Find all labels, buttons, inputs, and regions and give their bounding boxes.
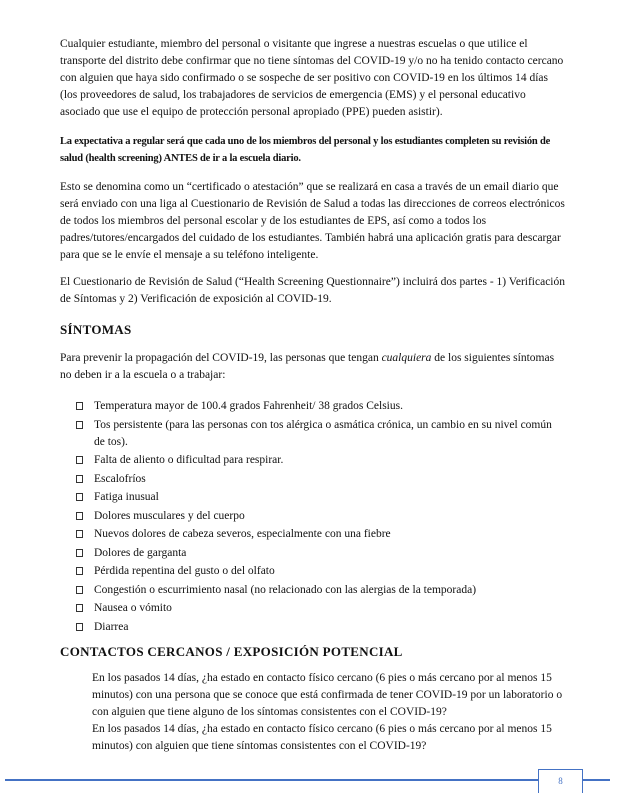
list-item xyxy=(60,526,565,543)
symptoms-intro-emphasis: cualquiera xyxy=(381,352,432,364)
symptoms-list xyxy=(60,398,565,636)
list-item xyxy=(60,600,565,617)
checkbox-square-icon xyxy=(76,623,83,631)
contacts-heading: CONTACTOS CERCANOS / EXPOSICIÓN POTENCIAL xyxy=(60,643,403,659)
paragraph-questionnaire-parts: El Cuestionario de Revisión de Salud (“Health Screening Questionnaire”) incluirá dos partes - 1) Verificación de Síntomas y 2) Verificación de exposición al COVID-19. xyxy=(60,276,565,305)
symptom-text: Nausea o vómito xyxy=(94,602,172,614)
list-item xyxy=(60,508,565,525)
checkbox-square-icon xyxy=(76,604,83,612)
symptoms-intro-end: de los siguientes síntomas no deben ir a la escuela o a trabajar: xyxy=(60,352,555,381)
checkbox-square-icon xyxy=(76,402,83,410)
symptom-text: Temperatura mayor de 100.4 grados Fahrenheit/ 38 grados Celsius. xyxy=(94,400,403,412)
contact-question-2: En los pasados 14 días, ¿ha estado en contacto físico cercano (6 pies o más cercano por al menos 15 minutos) con alguien que tiene síntomas consistentes con el COVID-19? xyxy=(92,722,552,752)
list-item xyxy=(60,545,565,562)
list-item xyxy=(60,489,565,506)
list-item xyxy=(60,471,565,488)
checkbox-square-icon xyxy=(76,586,83,594)
symptom-text: Fatiga inusual xyxy=(94,491,159,503)
checkbox-square-icon xyxy=(76,421,83,429)
symptoms-intro-start: Para prevenir la propagación del COVID-19, las personas que tengan xyxy=(60,352,382,364)
paragraph-screening-requirement: Cualquier estudiante, miembro del personal o visitante que ingrese a nuestras escuelas o que utilice el transporte del distrito debe confirmar que no tiene síntomas del COVID-19 y/o no ha tenido contacto cercano con alguien que haya sido confirmado o se sospeche de ser positivo con COVID-19 en los últimos 14 días (los proveedores de salud, los trabajadores de servicios de emergencia (EMS) y el personal educativo asociado que use el equipo de protección personal apropiado (PPE) pueden asistir). xyxy=(60,38,564,118)
symptoms-heading: SÍNTOMAS xyxy=(60,322,132,337)
symptom-text: Falta de aliento o dificultad para respirar. xyxy=(94,454,284,466)
symptom-text: Nuevos dolores de cabeza severos, especialmente con una fiebre xyxy=(94,528,391,540)
checkbox-square-icon xyxy=(76,530,83,538)
page-content xyxy=(60,36,565,755)
paragraph-attestation: Esto se denomina como un “certificado o atestación” que se realizará en casa a través de un email diario que será enviado con una liga al Cuestionario de Revisión de Salud a todas las direcciones de correos electrónicos de todos los miembros del personal escolar y de los estudiantes de EPS, así como a todos los padres/tutores/encargados del cuidado de los estudiantes. También habrá una aplicación gratis para descargar para que se le envíe el mensaje a su teléfono inteligente. xyxy=(60,181,565,261)
symptom-text: Pérdida repentina del gusto o del olfato xyxy=(94,565,275,577)
symptom-text: Diarrea xyxy=(94,620,129,633)
list-item xyxy=(60,417,565,451)
paragraph-daily-expectation: La expectativa a regular será que cada uno de los miembros del personal y los estudiantes completen su revisión de salud (health screening) ANTES de ir a la escuela diario. xyxy=(60,136,551,164)
checkbox-square-icon xyxy=(76,549,83,557)
list-item xyxy=(60,582,565,599)
symptom-text: Escalofríos xyxy=(94,472,146,485)
symptoms-intro xyxy=(60,350,565,384)
page-number-tab xyxy=(538,769,583,793)
list-item xyxy=(60,563,565,580)
symptom-text: Dolores musculares y del cuerpo xyxy=(94,509,245,522)
checkbox-square-icon xyxy=(76,475,83,483)
symptom-text: Tos persistente (para las personas con tos alérgica o asmática crónica, un cambio en su nivel común de tos). xyxy=(94,418,552,448)
symptom-text: Congestión o escurrimiento nasal (no relacionado con las alergias de la temporada) xyxy=(94,583,477,596)
checkbox-square-icon xyxy=(76,493,83,501)
list-item xyxy=(60,619,565,636)
checkbox-square-icon xyxy=(76,567,83,575)
page-number: 8 xyxy=(558,776,563,786)
checkbox-square-icon xyxy=(76,456,83,464)
footer-rule xyxy=(5,779,610,781)
list-item xyxy=(60,452,565,469)
checkbox-square-icon xyxy=(76,512,83,520)
contact-question-1: En los pasados 14 días, ¿ha estado en contacto físico cercano (6 pies o más cercano por al menos 15 minutos) con una persona que se conoce que está confirmada de tener COVID-19 por un laboratorio o con alguien que tiene alguno de los síntomas consistentes con el COVID-19? xyxy=(92,671,563,718)
symptom-text: Dolores de garganta xyxy=(94,546,187,559)
list-item xyxy=(60,398,565,415)
